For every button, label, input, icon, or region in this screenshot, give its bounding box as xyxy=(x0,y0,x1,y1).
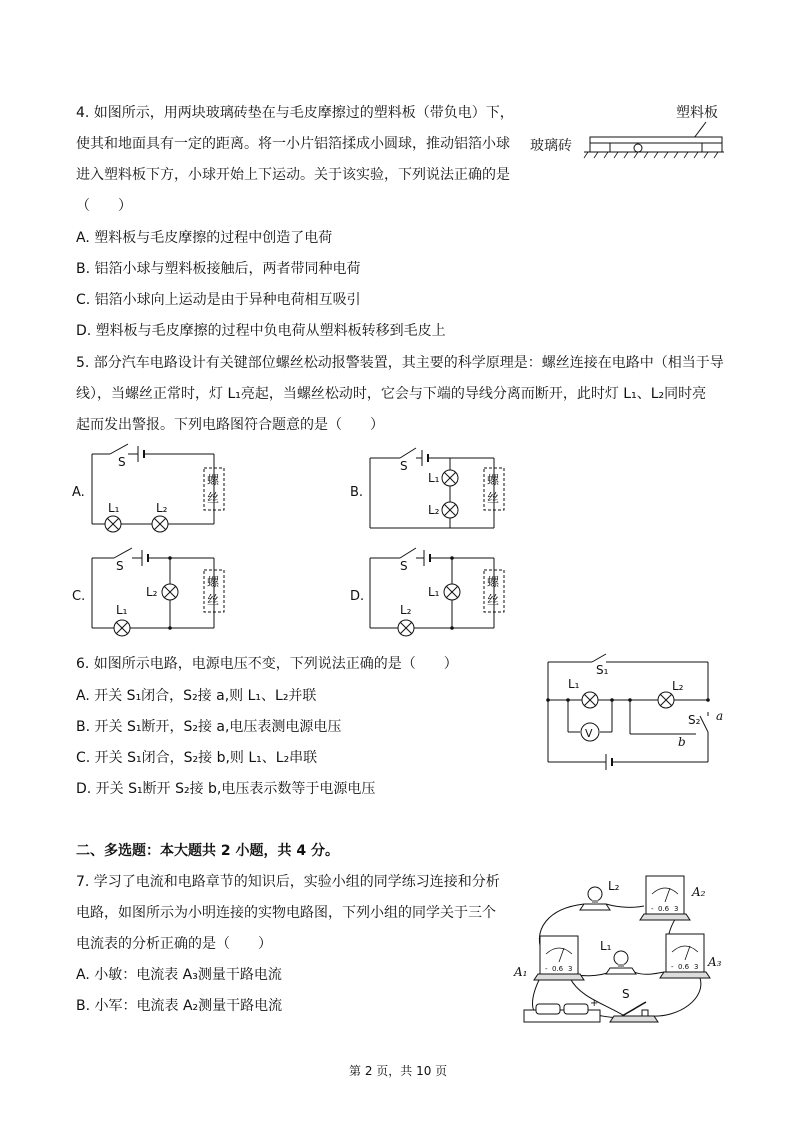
q6-l2-label: L₂ xyxy=(672,679,684,693)
svg-text:+: + xyxy=(590,998,599,1009)
foil-ball xyxy=(634,144,642,152)
q7-a3-label: A₃ xyxy=(708,955,722,969)
q4-figure xyxy=(528,98,728,168)
a1-scale-06: 0.6 xyxy=(552,965,564,973)
q4-option-a: A. 塑料板与毛皮摩擦的过程中创造了电荷 xyxy=(76,230,333,246)
bulb-l2 xyxy=(580,887,610,910)
circuit-c-label: C. xyxy=(72,589,86,604)
glass-brick-left xyxy=(590,143,610,152)
circuit-d-switch: S xyxy=(400,559,408,573)
q7-l2-label: L₂ xyxy=(608,879,620,893)
circuit-b-switch: S xyxy=(400,459,408,473)
circuit-a-l1: L₁ xyxy=(108,501,120,515)
a3-scale-neg: - xyxy=(671,963,674,971)
q7-stem-line-3: 电流表的分析正确的是（ ） xyxy=(76,936,272,952)
q5-circuit-d xyxy=(348,546,528,640)
q7-a2-label: A₂ xyxy=(692,885,706,899)
plastic-board-label: 塑料板 xyxy=(676,105,718,121)
circuit-b-l1: L₁ xyxy=(428,471,440,485)
circuit-d-screw-2: 丝 xyxy=(487,593,500,607)
q7-l1-label: L₁ xyxy=(600,939,612,953)
ammeter-a3 xyxy=(660,934,710,978)
glass-brick-label: 玻璃砖 xyxy=(530,138,572,154)
q6-option-c: C. 开关 S₁闭合，S₂接 b,则 L₁、L₂串联 xyxy=(76,750,318,766)
q4-option-b: B. 铝箔小球与塑料板接触后，两者带同种电荷 xyxy=(76,261,361,277)
a3-scale-06: 0.6 xyxy=(678,963,690,971)
a2-scale-neg: - xyxy=(651,905,654,913)
a2-scale-3: 3 xyxy=(674,905,679,913)
circuit-a-label: A. xyxy=(72,485,85,500)
q6-contact-b: b xyxy=(678,735,686,749)
q6-option-b: B. 开关 S₁断开，S₂接 a,电压表测电源电压 xyxy=(76,719,342,735)
q6-voltmeter: V xyxy=(585,727,593,740)
q6-option-a: A. 开关 S₁闭合，S₂接 a,则 L₁、L₂并联 xyxy=(76,688,317,704)
q6-option-d: D. 开关 S₁断开 S₂接 b,电压表示数等于电源电压 xyxy=(76,781,376,797)
q7-stem-line-1: 7. 学习了电流和电路章节的知识后，实验小组的同学练习连接和分析 xyxy=(76,874,500,890)
circuit-a-switch: S xyxy=(118,455,126,469)
q6-contact-a: a xyxy=(716,709,724,723)
q5-stem-line-3: 起而发出警报。下列电路图符合题意的是（ ） xyxy=(76,417,384,433)
a3-scale-3: 3 xyxy=(694,963,699,971)
battery-pack xyxy=(524,998,600,1022)
circuit-c-switch: S xyxy=(116,559,124,573)
circuit-b-screw-1: 螺 xyxy=(487,473,500,487)
q7-stem-line-2: 电路，如图所示为小明连接的实物电路图，下列小组的同学关于三个 xyxy=(76,905,496,921)
q7-switch-label: S xyxy=(622,987,630,1001)
q6-s2-label: S₂ xyxy=(688,713,701,727)
q5-circuit-b xyxy=(348,446,528,540)
q4-stem-line-1: 4. 如图所示，用两块玻璃砖垫在与毛皮摩擦过的塑料板（带负电）下， xyxy=(76,105,514,121)
q4-option-c: C. 铝箔小球向上运动是由于异种电荷相互吸引 xyxy=(76,292,361,308)
bulb-l1 xyxy=(606,951,636,974)
q5-circuit-c xyxy=(70,546,250,640)
circuit-a-screw-2: 丝 xyxy=(207,491,220,505)
circuit-d-label: D. xyxy=(350,589,365,604)
page-number: 第 2 页，共 10 页 xyxy=(349,1064,448,1078)
q6-l1-label: L₁ xyxy=(568,677,580,691)
circuit-d-l2: L₂ xyxy=(400,603,412,617)
q4-option-d: D. 塑料板与毛皮摩擦的过程中负电荷从塑料板转移到毛皮上 xyxy=(76,323,446,339)
circuit-b-label: B. xyxy=(350,485,364,500)
q5-stem-line-1: 5. 部分汽车电路设计有关键部位螺丝松动报警装置，其主要的科学原理是：螺丝连接在电路中（相当于导 xyxy=(76,355,724,371)
circuit-c-l2: L₂ xyxy=(146,585,158,599)
q4-stem-line-4: （ ） xyxy=(76,198,132,214)
q7-figure xyxy=(510,868,730,1028)
q6-figure xyxy=(540,656,730,776)
circuit-c-screw-1: 螺 xyxy=(207,575,220,589)
a1-scale-neg: - xyxy=(545,965,548,973)
q5-stem-line-2: 线），当螺丝正常时，灯 L₁亮起，当螺丝松动时，它会与下端的导线分离而断开，此时灯 L₁、L₂同时亮 xyxy=(76,386,707,402)
q6-stem: 6. 如图所示电路，电源电压不变，下列说法正确的是（ ） xyxy=(76,656,458,672)
q7-a1-label: A₁ xyxy=(514,965,528,979)
q7-option-a: A. 小敏：电流表 A₃测量干路电流 xyxy=(76,967,282,983)
q4-stem-line-3: 进入塑料板下方，小球开始上下运动。关于该实验，下列说法正确的是 xyxy=(76,167,510,183)
q4-stem-line-2: 使其和地面具有一定的距离。将一小片铝箔揉成小圆球，推动铝箔小球 xyxy=(76,136,510,152)
a1-scale-3: 3 xyxy=(568,965,573,973)
q6-s1-label: S₁ xyxy=(596,663,609,677)
circuit-d-l1: L₁ xyxy=(428,585,440,599)
circuit-c-l1: L₁ xyxy=(116,603,128,617)
glass-brick-right xyxy=(702,143,722,152)
ammeter-a1 xyxy=(534,936,584,980)
a2-scale-06: 0.6 xyxy=(658,905,670,913)
q7-option-b: B. 小军：电流表 A₂测量干路电流 xyxy=(76,998,283,1014)
circuit-d-screw-1: 螺 xyxy=(487,575,500,589)
q5-circuit-a xyxy=(70,446,250,540)
section-2-title: 二、多选题：本大题共 2 小题，共 4 分。 xyxy=(76,843,339,859)
ammeter-a2 xyxy=(640,876,690,920)
circuit-a-l2: L₂ xyxy=(156,501,168,515)
circuit-b-l2: L₂ xyxy=(428,503,440,517)
plastic-board xyxy=(590,137,722,143)
circuit-c-screw-2: 丝 xyxy=(207,593,220,607)
circuit-b-screw-2: 丝 xyxy=(487,491,500,505)
circuit-a-screw-1: 螺 xyxy=(207,473,220,487)
